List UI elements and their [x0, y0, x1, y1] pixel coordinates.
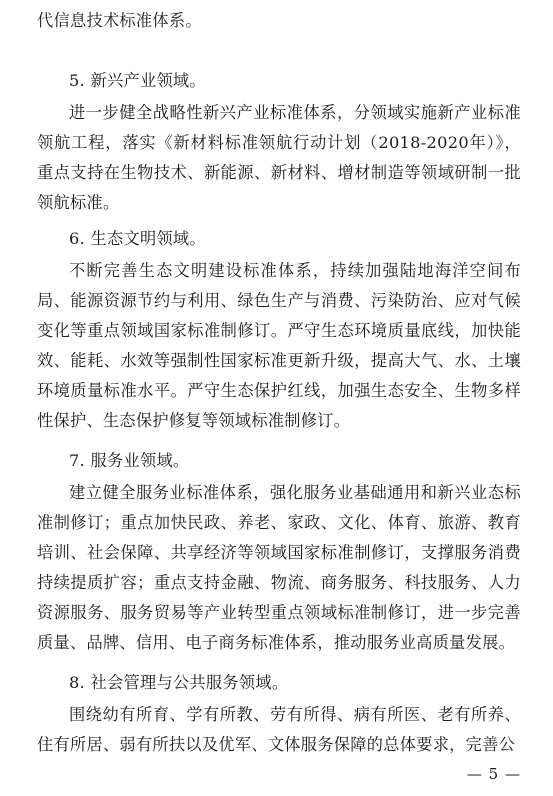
paragraph-service-industry: 建立健全服务业标准体系，强化服务业基础通用和新兴业态标准制修订；重点加快民政、养老、家政、文化、体育、旅游、教育培训、社会保障、共享经济等领域国家标准制修订，支撑服务消费持续提质扩容；重点支持金融、物流、商务服务、科技服务、人力资源服务、服务贸易等产业转型重点领域标准制修订，进一步完善质量、品牌、信用、电子商务标准体系，推动服务业高质量发展。: [37, 483, 521, 652]
page-number: — 5 —: [466, 765, 521, 783]
section-heading-ecological-civilization: 6. 生态文明领域。: [69, 229, 206, 248]
section-heading-emerging-industries: 5. 新兴产业领域。: [69, 71, 206, 90]
section-heading-social-management: 8. 社会管理与公共服务领域。: [69, 673, 289, 692]
paragraph-social-management: 围绕幼有所育、学有所教、劳有所得、病有所医、老有所养、住有所居、弱有所扶以及优军、文体服务保障的总体要求，完善公: [37, 705, 521, 754]
paragraph-ecological-civilization: 不断完善生态文明建设标准体系，持续加强陆地海洋空间布局、能源资源节约与利用、绿色生产与消费、污染防治、应对气候变化等重点领域国家标准制修订。严守生态环境质量底线，加快能效、能耗、水效等强制性国家标准更新升级，提高大气、水、土壤环境质量标准水平。严守生态保护红线，加强生态安全、生物多样性保护、生态保护修复等领域标准制修订。: [37, 261, 521, 430]
paragraph-emerging-industries: 进一步健全战略性新兴产业标准体系，分领域实施新产业标准领航工程，落实《新材料标准领航行动计划（2018-2020年）》，重点支持在生物技术、新能源、新材料、增材制造等领域研制一批领航标准。: [37, 103, 521, 212]
paragraph-continuation: 代信息技术标准体系。: [37, 11, 202, 30]
section-heading-service-industry: 7. 服务业领域。: [69, 451, 190, 470]
